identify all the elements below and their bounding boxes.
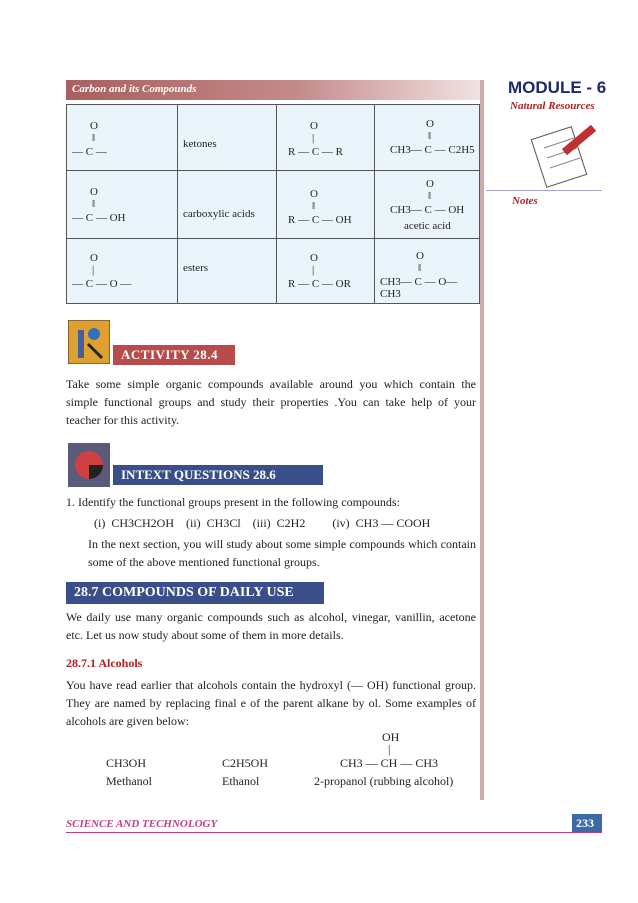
notes-divider xyxy=(486,190,602,191)
methanol-name: Methanol xyxy=(106,774,152,788)
hydroxyl-label: OH xyxy=(382,730,400,744)
propanol-name: 2-propanol (rubbing alcohol) xyxy=(314,774,454,788)
question-compounds: (i) CH3CH2OH (ii) CH3Cl (iii) C2H2 (iv) CH3 — COOH xyxy=(94,516,431,530)
example-formula: CH3— C — C2H5 xyxy=(390,144,475,156)
intext-title: INTEXT QUESTIONS 28.6 xyxy=(121,467,276,482)
ethanol-name: Ethanol xyxy=(222,774,260,788)
intext-banner xyxy=(113,465,323,485)
activity-banner xyxy=(113,345,235,365)
chapter-title: Carbon and its Compounds xyxy=(72,83,197,95)
group-name: esters xyxy=(183,262,209,274)
bond-line: | xyxy=(388,742,391,756)
subsection-title: 28.7.1 Alcohols xyxy=(66,656,143,670)
activity-icon xyxy=(68,320,110,364)
margin-divider xyxy=(480,80,484,800)
notepad-pencil-icon xyxy=(530,118,600,188)
section-text: We daily use many organic compounds such as alcohol, vinegar, vanillin, acetone etc. Let us now study about some of them in more details. xyxy=(66,610,476,642)
general-formula: R — C — OR xyxy=(288,278,351,290)
general-formula: R — C — R xyxy=(288,146,344,158)
activity-text: Take some simple organic compounds available around you which contain the simple functional groups and study their properties .You can take help of your teacher for this activity. xyxy=(66,377,476,427)
section-banner xyxy=(66,582,324,604)
general-formula: R — C — OH xyxy=(288,214,352,226)
example-formula: CH3— C — OH xyxy=(390,204,465,216)
group-name: carboxylic acids xyxy=(183,208,255,220)
page-number-box xyxy=(572,814,602,832)
module-label: MODULE - 6 xyxy=(508,78,607,97)
module-subtitle: Natural Resources xyxy=(510,100,595,112)
chapter-header xyxy=(66,80,484,100)
footer-title: SCIENCE AND TECHNOLOGY xyxy=(66,818,218,830)
group-name: ketones xyxy=(183,138,217,150)
activity-title: ACTIVITY 28.4 xyxy=(121,347,219,362)
generic-structure: — C — xyxy=(72,146,107,158)
notes-label: Notes xyxy=(512,195,538,207)
propanol-formula: CH3 — CH — CH3 xyxy=(340,756,439,770)
subsection-text: You have read earlier that alcohols contain the hydroxyl (— OH) functional group. They are named by replacing final e of the parent alkane by ol. Some examples of alcohols are given below: xyxy=(66,678,476,728)
intext-paragraph: In the next section, you will study about some simple compounds which contain some of the above mentioned functional groups. xyxy=(88,537,476,569)
question-1: 1. Identify the functional groups present in the following compounds: xyxy=(66,495,400,509)
question-icon xyxy=(68,443,110,487)
page-number: 233 xyxy=(576,816,594,830)
functional-groups-table: O ‖ — C — ketones O | R — C — R O ‖ CH3— C — C2H5 O ‖ — C — OH carboxylic acids O ‖ R — C — OH O ‖ CH3— C — OH acetic acid O | — C — O — esters O | R — C — OR O ‖ CH3— C — O— CH3 xyxy=(66,104,480,304)
generic-structure: — C — OH xyxy=(72,212,126,224)
footer-divider xyxy=(66,832,602,833)
generic-structure: — C — O — xyxy=(72,278,132,290)
example-name: acetic acid xyxy=(404,220,451,232)
methanol-formula: CH3OH xyxy=(106,756,147,770)
example-formula: CH3— C — O— CH3 xyxy=(380,276,458,300)
ethanol-formula: C2H5OH xyxy=(222,756,269,770)
section-title: 28.7 COMPOUNDS OF DAILY USE xyxy=(74,585,294,600)
